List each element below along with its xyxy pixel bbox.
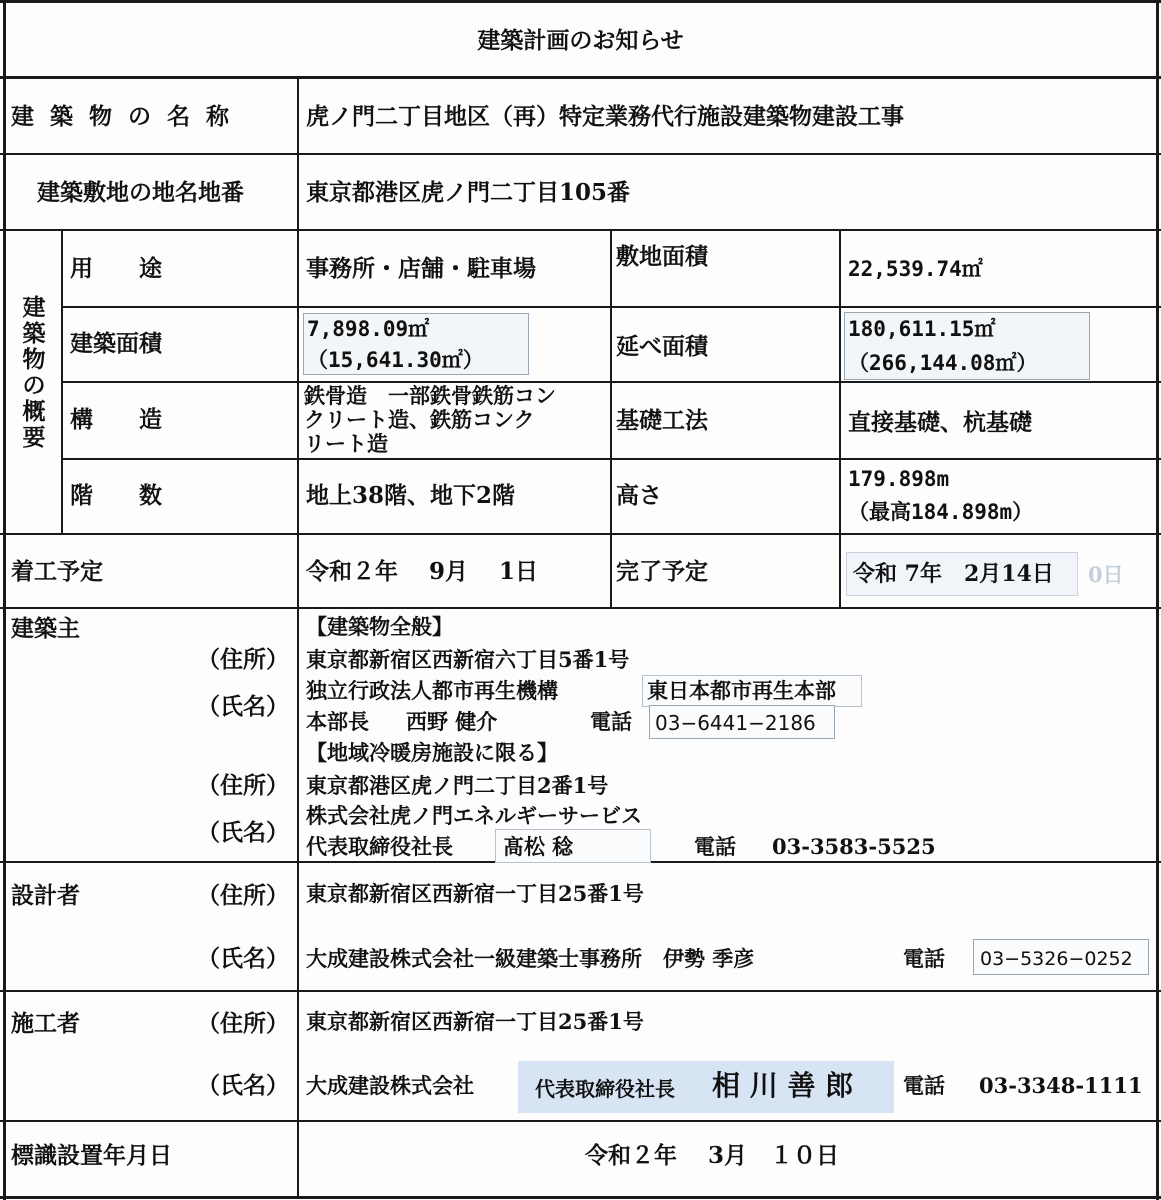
rule <box>0 990 1161 992</box>
building-name-label: 建 築 物 の 名 称 <box>11 103 234 130</box>
owner-group1-heading: 【建築物全般】 <box>306 614 453 639</box>
owner-group1-person-title: 本部長 <box>306 709 369 734</box>
building-name-value: 虎ノ門二丁目地区（再）特定業務代行施設建築物建設工事 <box>306 103 904 130</box>
page-title: 建築計画のお知らせ <box>477 27 684 54</box>
owner-group1-phone: 03−6441−2186 <box>655 711 816 735</box>
use-label: 用 途 <box>70 255 162 282</box>
floor-area-sub: （266,144.08㎡） <box>848 351 1038 375</box>
contractor-phone-label: 電話 <box>903 1073 945 1098</box>
contractor-label: 施工者 <box>11 1010 80 1037</box>
owner-group2-person: 髙松 稔 <box>503 834 574 859</box>
rule <box>0 229 1161 231</box>
owner-group1-phone-label: 電話 <box>590 709 632 734</box>
designer-address-label: （住所） <box>197 882 289 909</box>
site-value: 東京都港区虎ノ門二丁目105番 <box>306 179 631 206</box>
start-value: 令和２年 9月 1日 <box>306 558 539 585</box>
structure-label: 構 造 <box>70 406 162 433</box>
height-value: 179.898m <box>848 467 950 491</box>
contractor-person: 相 川 善 郎 <box>712 1069 854 1102</box>
owner-group1-org: 独立行政法人都市再生機構 <box>306 678 558 703</box>
contractor-address: 東京都新宿区西新宿一丁目25番1号 <box>306 1009 644 1034</box>
end-value-faded: 0日 <box>1088 562 1124 587</box>
owner-group2-person-title: 代表取締役社長 <box>306 834 453 859</box>
owner-group1-name-label: （氏名） <box>197 693 289 720</box>
owner-group2-address-label: （住所） <box>197 772 289 799</box>
rule <box>0 76 1161 79</box>
site-area-label: 敷地面積 <box>616 243 708 270</box>
owner-group2-phone-label: 電話 <box>694 834 736 859</box>
owner-group2-phone: 03-3583-5525 <box>772 834 936 859</box>
rule <box>297 77 299 1198</box>
rule <box>61 230 63 534</box>
contractor-name-label: （氏名） <box>197 1072 289 1099</box>
rule <box>0 1120 1161 1122</box>
owner-group1-org-part: 東日本都市再生本部 <box>647 678 836 703</box>
use-value: 事務所・店舗・駐車場 <box>306 255 536 282</box>
designer-name-label: （氏名） <box>197 945 289 972</box>
start-label: 着工予定 <box>11 558 103 585</box>
owner-label: 建築主 <box>11 615 80 642</box>
structure-value-line2: クリート造、鉄筋コンク <box>304 407 535 432</box>
rule <box>839 230 841 608</box>
structure-value-line1: 鉄骨造 一部鉄骨鉄筋コン <box>304 383 556 408</box>
contractor-phone: 03-3348-1111 <box>979 1073 1143 1098</box>
designer-org: 大成建設株式会社一級建築士事務所 伊勢 季彦 <box>306 946 755 971</box>
owner-group1-address: 東京都新宿区西新宿六丁目5番1号 <box>306 647 630 672</box>
overview-label: 建 築 物 の 概 要 <box>22 294 46 451</box>
designer-phone: 03−5326−0252 <box>980 948 1133 970</box>
floors-value: 地上38階、地下2階 <box>306 482 516 509</box>
contractor-org: 大成建設株式会社 <box>306 1073 474 1098</box>
rule <box>0 607 1161 609</box>
owner-group2-name-label: （氏名） <box>197 819 289 846</box>
rule <box>0 153 1161 155</box>
building-area-value: 7,898.09㎡ <box>307 317 430 341</box>
end-value: 令和 7年 2月14日 <box>853 561 1054 587</box>
floor-area-value: 180,611.15㎡ <box>848 317 996 341</box>
posted-value: 令和２年 3月 １０日 <box>585 1142 840 1169</box>
rule <box>610 230 612 608</box>
contractor-person-title: 代表取締役社長 <box>535 1077 675 1101</box>
designer-address: 東京都新宿区西新宿一丁目25番1号 <box>306 881 644 906</box>
end-label: 完了予定 <box>616 558 708 585</box>
designer-phone-label: 電話 <box>903 946 945 971</box>
owner-group2-org: 株式会社虎ノ門エネルギーサービス <box>306 803 642 828</box>
contractor-address-label: （住所） <box>197 1010 289 1037</box>
floor-area-label: 延べ面積 <box>616 333 708 360</box>
owner-group2-address: 東京都港区虎ノ門二丁目2番1号 <box>306 773 609 798</box>
height-label: 高さ <box>616 482 662 509</box>
floors-label: 階 数 <box>70 482 162 509</box>
posted-label: 標識設置年月日 <box>11 1142 172 1169</box>
site-label: 建築敷地の地名地番 <box>37 179 244 206</box>
foundation-value: 直接基礎、杭基礎 <box>848 409 1032 436</box>
foundation-label: 基礎工法 <box>616 407 708 434</box>
site-area-value: 22,539.74㎡ <box>848 257 983 281</box>
owner-group2-heading: 【地域冷暖房施設に限る】 <box>306 740 558 765</box>
rule <box>1156 0 1159 1200</box>
rule <box>0 0 1161 3</box>
rule <box>3 0 6 1200</box>
building-area-sub: （15,641.30㎡） <box>307 348 484 372</box>
building-area-label: 建築面積 <box>70 330 162 357</box>
owner-group1-address-label: （住所） <box>197 646 289 673</box>
height-sub: （最高184.898m） <box>848 500 1034 524</box>
designer-label: 設計者 <box>11 882 80 909</box>
structure-value-line3: リート造 <box>304 431 388 456</box>
owner-group1-person: 西野 健介 <box>406 709 498 734</box>
rule <box>0 1196 1161 1199</box>
rule <box>0 533 1161 535</box>
